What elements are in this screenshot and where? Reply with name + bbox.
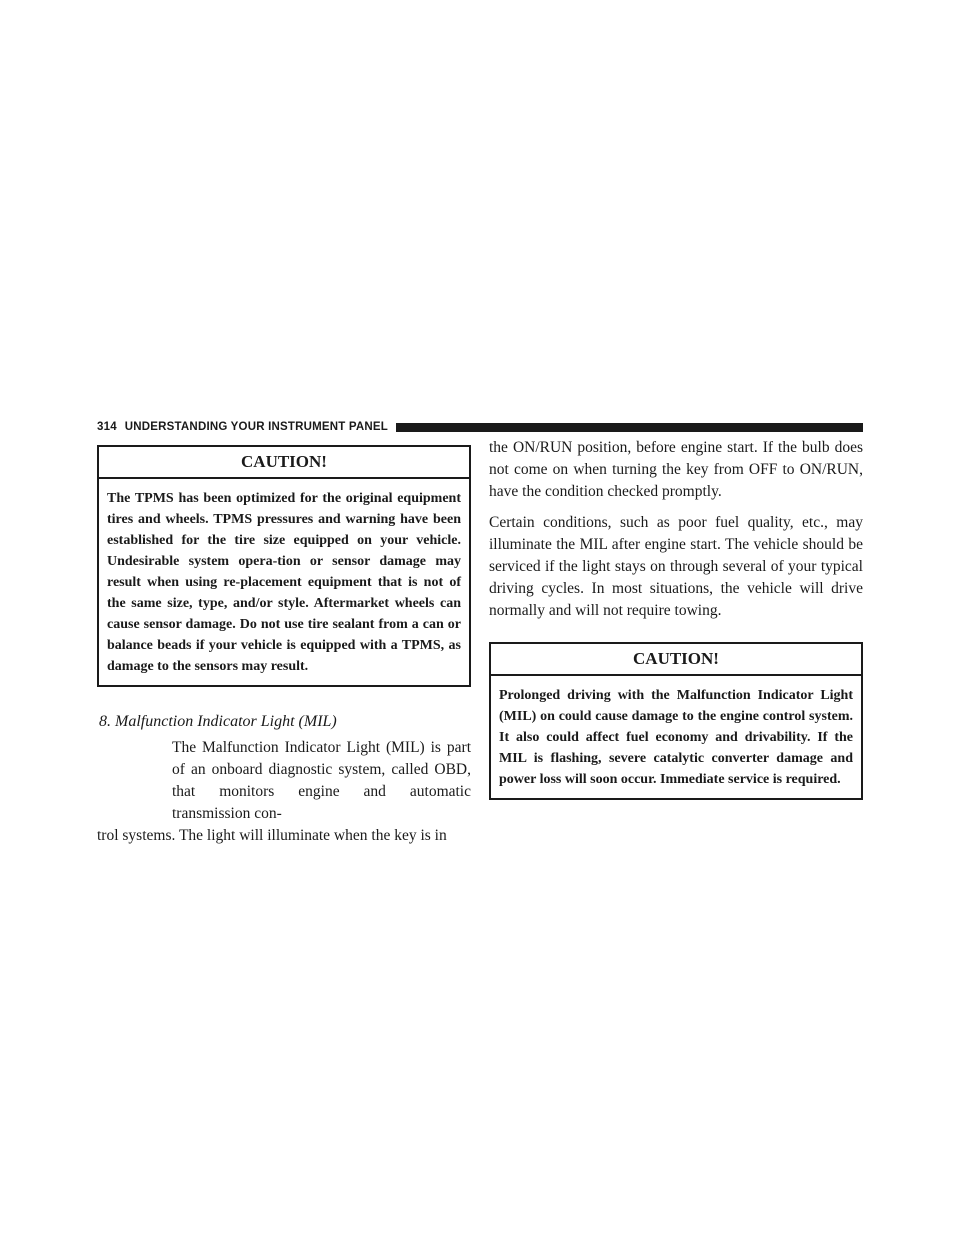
mil-paragraph-continued: trol systems. The light will illuminate when the key is in [97, 827, 447, 844]
page-number: 314 [97, 421, 117, 433]
caution-title: CAUTION! [99, 447, 469, 479]
mil-caution-box [489, 642, 863, 800]
mil-heading: 8. Malfunction Indicator Light (MIL) [99, 713, 337, 730]
mil-paragraph-1: the ON/RUN position, before engine start. If the bulb does not come on when turning the key from OFF to ON/RUN, have the condition checked promptly. [489, 439, 863, 500]
header-rule [396, 423, 863, 432]
section-title: UNDERSTANDING YOUR INSTRUMENT PANEL [124, 421, 388, 433]
caution-title: CAUTION! [491, 644, 861, 676]
tpms-caution-box [97, 445, 471, 687]
mil-paragraph-indented: The Malfunction Indicator Light (MIL) is part of an onboard diagnostic system, called OBD, that monitors engine and automatic transmission con- [172, 739, 471, 822]
page-header [97, 419, 863, 435]
right-column [489, 439, 863, 800]
left-column [97, 445, 471, 847]
caution-body: The TPMS has been optimized for the original equipment tires and wheels. TPMS pressures and warning have been established for the tire size equipped on your vehicle. Undesirable system opera-tion or sensor damage may result when using re-placement equipment that is not of the same size, type, and/or style. Aftermarket wheels can cause sensor damage. Do not use tire sealant from a can or balance beads if your vehicle is equipped with a TPMS, as damage to the sensors may result. [107, 491, 461, 674]
caution-body: Prolonged driving with the Malfunction Indicator Light (MIL) on could cause damage to the engine control system. It also could affect fuel economy and drivability. If the MIL is flashing, severe catalytic converter damage and power loss will soon occur. Immediate service is required. [499, 688, 853, 787]
mil-paragraph-2: Certain conditions, such as poor fuel quality, etc., may illuminate the MIL after engine start. The vehicle should be serviced if the light stays on through several of your typical driving cycles. In most situations, the vehicle will drive normally and will not require towing. [489, 514, 863, 619]
